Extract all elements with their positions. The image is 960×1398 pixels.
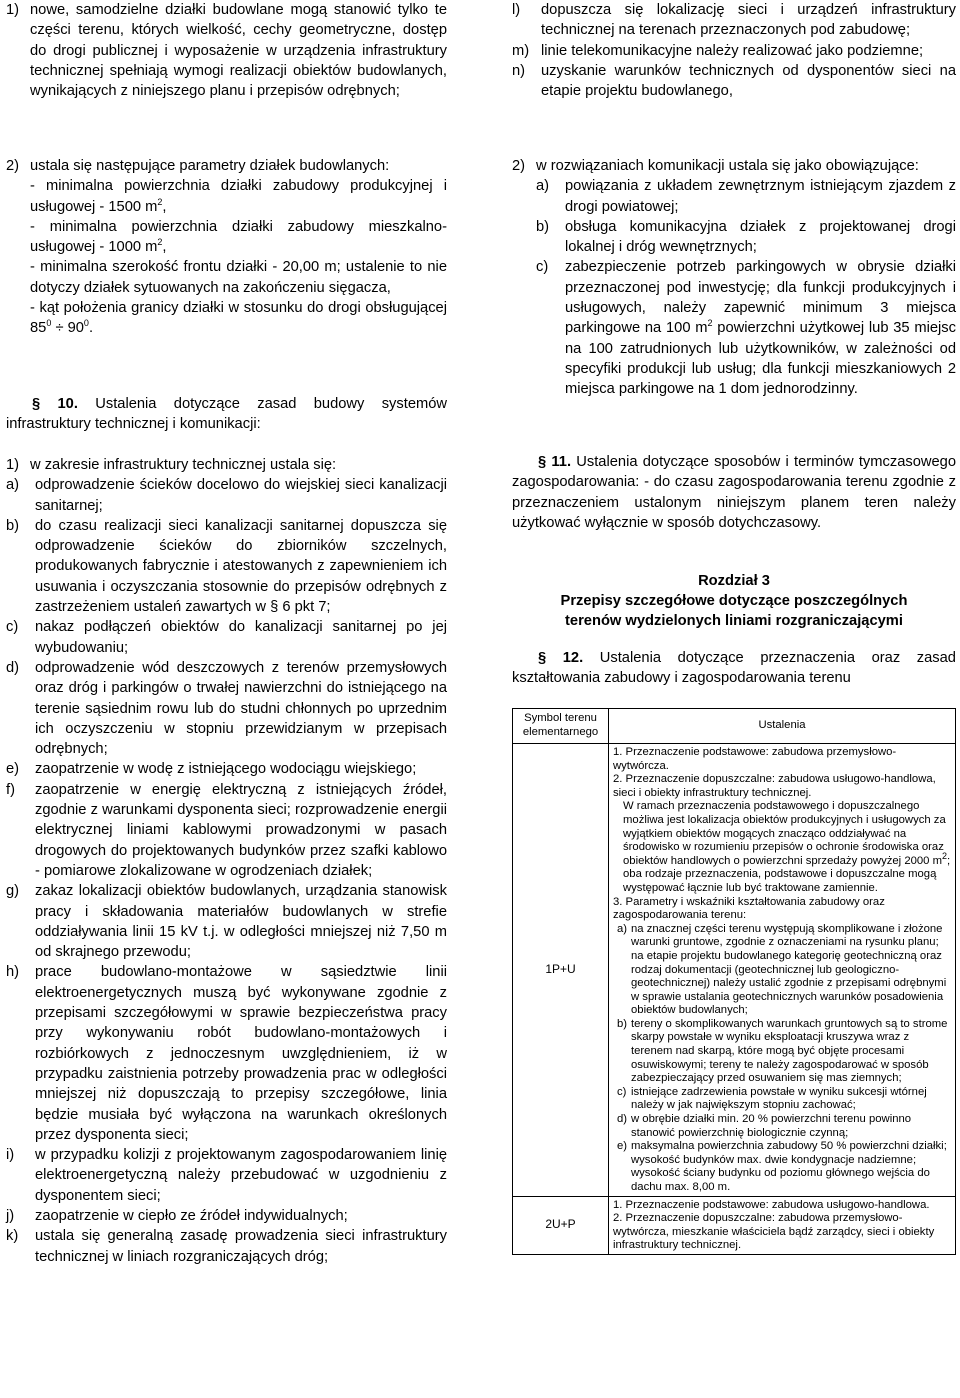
list-item: [6, 1206, 447, 1226]
chapter-title: Przepisy szczegółowe dotyczące poszczególnych: [560, 593, 908, 609]
list-item: c) zabezpieczenie potrzeb parkingowych w obrysie działki przeznaczonej pod inwestycję; dla funkcji produkcyjnych i usługowych, należy zapewnić minimum 3 miejsca parkingowe na 100 $m^2$ powierzchni użytkowej lub 35 miejsc na 100 zatrudnionych lub użytkowników, w zależności od specyfiki produkcji lub usług; dla funkcji mieszkaniowych 2 miejsca parkingowe na 1 dom jednorodzinny.: [536, 259, 956, 398]
list-item-text: odprowadzenie ścieków docelowo do wiejskiej sieci kanalizacji sanitarnej;: [35, 477, 447, 514]
section-11: [512, 452, 956, 533]
infrastructure-list-continued: [512, 0, 956, 101]
column-header-symbol: Symbol terenu elementarnego: [513, 709, 609, 744]
section-number: 11.: [551, 454, 572, 470]
paragraph-1: [6, 0, 447, 101]
list-item-text: zaopatrzenie w wodę z istniejącego wodociągu wiejskiego;: [35, 761, 417, 778]
list-item: [6, 516, 447, 617]
list-item: [6, 658, 447, 759]
paragraph-text: nowe, samodzielne działki budowlane mogą stanowić tylko te części terenu, których wielkość, cechy geometryczne, dostęp do drogi publicznej i wyposażenie w urządzenia infrastruktury technicznej spełniają wymogi realizacji obiektów budowlanych, wynikających z niniejszego planu i przepisów odrębnych;: [30, 2, 447, 100]
list-item: [536, 176, 956, 217]
paragraph-text: w rozwiązaniach komunikacji ustala się jako obowiązujące:: [536, 158, 919, 174]
section-number: 12.: [562, 650, 584, 666]
list-item-text: zaopatrzenie w ciepło ze źródeł indywidualnych;: [35, 1207, 348, 1224]
paragraph-number: 1): [6, 457, 20, 473]
list-item-letter: m): [512, 42, 530, 59]
list-item-letter: d): [6, 659, 20, 676]
list-item: [617, 1113, 952, 1140]
parameter-item: - minimalna szerokość frontu działki - 20,00 m; ustalenie to nie dotyczy działek sytuowanych na zakończeniu sięgacza,: [30, 259, 447, 296]
chapter-heading: [512, 571, 956, 631]
list-item-text: prace budowlano-montażowe w sąsiedztwie linii elektroenergetycznych muszą być wykonywane zgodnie z przepisami szczegółowymi w sprawie bezpieczeństwa pracy przy wykonywaniu robót budowlano-montażowych i rozbiórkowych z jednoczesnym uwzględnieniem, iż w przypadku zaistnienia potrzeby prowadzenia prac w odległości mniejszej niż dopuszczają to przepisy szczegółowe, linia będzie musiała być wyłączona na warunkach określonych przez dysponenta sieci;: [35, 964, 447, 1143]
list-item-text: na znacznej części terenu występują skomplikowane i złożone warunki gruntowe, zgodnie z oznaczeniami na rysunku planu; na etapie projektu budowlanego kategorię geotechniczną oraz rodzaj dokumentacji (geotechnicznej lub geologiczno-geotechnicznej) należy ustalić zgodnie z przepisami odrębnymi w sprawie ustalania geotechnicznych warunków posadowienia obiektów budowlanych;: [631, 922, 947, 1017]
list-item-text: istniejące zadrzewienia powstałe w wyniku sukcesji wtórnej należy w jak największym stopniu zachować;: [631, 1085, 927, 1112]
list-item-text: powiązania z układem zewnętrznym istniejącym zjazdem z drogi powiatowej;: [565, 178, 956, 215]
list-item-text: zaopatrzenie w energię elektryczną z istniejących źródeł, zgodnie z warunkami dysponenta sieci; rozprowadzenie energii elektrycznej liniami kablowymi prowadzonymi w pasach drogowych do projektowanych budynków przez szafki kablowo - pomiarowe zlokalizowane w ogrodzeniach działek;: [35, 781, 447, 879]
chapter-number: Rozdział 3: [698, 573, 770, 589]
section-heading: Ustalenia dotyczące sposobów i terminów tymczasowego zagospodarowania: - do czasu zagospodarowania terenu zgodnie z przeznaczeniem ustalonym niniejszym planem teren należy użytkować wyłącznie w sposób dotychczasowy.: [512, 454, 956, 531]
paragraph-2: [6, 156, 447, 339]
list-item-letter: b): [617, 1017, 628, 1030]
list-item-letter: j): [6, 1207, 15, 1224]
list-item: [617, 1086, 952, 1113]
list-item-letter: a): [617, 922, 628, 935]
list-item-text: w przypadku kolizji z projektowanym zagospodarowaniem linię elektroenergetyczną należy przebudować w uzgodnieniu z dysponentem sieci;: [35, 1147, 447, 1204]
list-item-text: nakaz podłączeń obiektów do kanalizacji sanitarnej po jej wybudowaniu;: [35, 619, 447, 656]
paragraph-number: 2): [512, 158, 526, 174]
parameter-item: - kąt położenia granicy działki w stosunku do drogi obsługującej $85^0 \div 90^0$.: [30, 300, 447, 337]
list-item-letter: a): [6, 477, 20, 494]
list-item: [617, 923, 952, 1018]
paragraph-text: w zakresie infrastruktury technicznej ustala się:: [30, 457, 337, 473]
list-item-letter: i): [6, 1147, 15, 1164]
list-item: [536, 217, 956, 258]
table-row: [513, 744, 956, 1197]
list-item: [6, 1226, 447, 1267]
list-item: [512, 0, 956, 41]
zone-symbol: 2U+P: [513, 1196, 609, 1254]
list-item-letter: e): [617, 1140, 628, 1153]
list-item: [6, 780, 447, 881]
list-item: [6, 1145, 447, 1206]
section-heading: Ustalenia dotyczące zasad budowy systemów infrastruktury technicznej i komunikacji:: [6, 396, 447, 433]
list-item: [6, 475, 447, 516]
table-header-row: [513, 709, 956, 744]
section-sign: §: [538, 454, 547, 470]
section-heading: Ustalenia dotyczące przeznaczenia oraz zasad kształtowania zabudowy i zagospodarowania terenu: [512, 650, 956, 687]
zone-rules: 1. Przeznaczenie podstawowe: zabudowa usługowo-handlowa. 2. Przeznaczenie dopuszczalne: zabudowa przemysłowo-wytwórcza, mieszkanie właściciela bądź zarządcy, sieci i obiekty infrastruktury technicznej.: [609, 1196, 956, 1254]
paragraph-text: ustala się następujące parametry działek budowlanych:: [30, 158, 390, 174]
list-item-letter: h): [6, 964, 20, 981]
list-item-text: linie telekomunikacyjne należy realizować jako podziemne;: [541, 42, 924, 59]
list-item-text: do czasu realizacji sieci kanalizacji sanitarnej dopuszcza się odprowadzenie ścieków do zbiorników szczelnych, produkowanych fabrycznie i atestowanych z zapewnieniem ich usuwania i oczyszczania stosownie do przepisów odrębnych z zastrzeżeniem ustaleń zawartych w § 6 pkt 7;: [35, 517, 447, 616]
list-item-letter: g): [6, 883, 20, 900]
list-item-letter: b): [536, 218, 550, 235]
list-item-text: dopuszcza się lokalizację sieci i urządzeń infrastruktury technicznej na terenach przeznaczonych pod zabudowę;: [541, 2, 956, 39]
section-10: [6, 394, 447, 435]
chapter-title: terenów wydzielonych liniami rozgraniczającymi: [565, 613, 903, 629]
column-header-ustalenia: Ustalenia: [609, 709, 956, 744]
list-item-letter: l): [512, 2, 521, 18]
list-item: [512, 41, 956, 61]
zone-symbol: 1P+U: [513, 744, 609, 1197]
list-item-letter: c): [617, 1085, 627, 1098]
list-item: [512, 61, 956, 102]
list-item-text: zakaz lokalizacji obiektów budowlanych, urządzania stanowisk pracy i składowania materiałów budowlanych w strefie oddziaływania linii 15 kV t.j. w odległości mniejszej niż 7,50 m od skrajnego przewodu;: [35, 883, 447, 961]
zone-rules: 1. Przeznaczenie podstawowe: zabudowa przemysłowo-wytwórcza. 2. Przeznaczenie dopuszczalne: zabudowa usługowo-handlowa, sieci i obiekty infrastruktury technicznej. W ramach przeznaczenia podstawowego i dopuszczalnego możliwa jest lokalizacja obiektów produkcyjnych i usługowych za wyjątkiem obiektów mogących znacząco oddziaływać na środowisko w rozumieniu przepisów o ochronie środowiska oraz obiektów handlowych o powierzchni sprzedaży powyżej 2000 $m^2$; oba rodzaje przeznaczenia, podstawowe i dopuszczalne mogą występować łącznie lub być traktowane zamiennie. 3. Parametry i wskaźniki kształtowania zabudowy oraz zagospodarowania terenu: a) na znacznej części terenu występują skomplikowane i złożone warunki gruntowe, zgodnie z oznaczeniami na rysunku planu; na etapie projektu budowlanego kategorię geotechniczną oraz rodzaj dokumentacji (geotechnicznej lub geologiczno-geotechnicznej) należy ustalić zgodnie z przepisami odrębnymi w sprawie ustalania geotechnicznych warunków posadowienia obiektów budowlanych; b) tereny o skomplikowanych warunkach gruntowych są to strome skarpy powstałe w wyniku eksploatacji kruszywa wraz z terenem nad skarpą, które mogą być objęte procesami osuwiskowymi; tereny te należy zagospodarować w sposób zabezpieczający przed osuwaniem się mas ziemnych; c) istniejące zadrzewienia powstałe w wyniku sukcesji wtórnej należy w jak największym stopniu zachować; d) w obrębie działki min. 20 % powierzchni terenu powinno stanowić powierzchnię biologicznie czynną; e) maksymalna powierzchnia zabudowy 50 % powierzchni działki; wysokość budynków max. dwie kondygnacje nadziemne; wysokość ściany budynku od poziomu głównego wejścia do dachu max. 8,00 m.: [609, 744, 956, 1197]
list-item-text: obsługa komunikacyjna działek z projektowanej drogi lokalnej i dróg wewnętrznych;: [565, 218, 956, 256]
list-item-letter: a): [536, 178, 550, 195]
list-item-text: ustala się generalną zasadę prowadzenia sieci infrastruktury technicznej w liniach rozgraniczających dróg;: [35, 1228, 447, 1265]
list-item: [6, 962, 447, 1145]
list-item-text: maksymalna powierzchnia zabudowy 50 % powierzchni działki;: [631, 1140, 947, 1153]
list-item-letter: c): [6, 619, 19, 636]
list-item-letter: k): [6, 1228, 19, 1245]
table-row: [513, 1196, 956, 1254]
infrastructure-list: [6, 455, 447, 1267]
list-item-letter: e): [6, 761, 20, 778]
list-item-letter: f): [6, 781, 15, 798]
list-item: [617, 1018, 952, 1086]
list-item-text: w obrębie działki min. 20 % powierzchni terenu powinno stanowić powierzchnię biologicznie czynną;: [631, 1113, 912, 1139]
section-12: [512, 648, 956, 689]
zoning-table: [512, 708, 956, 1255]
list-item-letter: b): [6, 517, 20, 534]
list-item-text: tereny o skomplikowanych warunkach gruntowych są to strome skarpy powstałe w wyniku eksploatacji kruszywa wraz z terenem nad skarpą, które mogą być objęte procesami osuwiskowymi; tereny te należy zagospodarować w sposób zabezpieczający przed osuwaniem się mas ziemnych;: [631, 1017, 948, 1085]
list-item-text: uzyskanie warunków technicznych od dysponentów sieci na etapie projektu budowlanego,: [541, 62, 956, 100]
list-item: [6, 759, 447, 779]
list-item: [6, 881, 447, 962]
parameter-item: - minimalna powierzchnia działki zabudowy mieszkalno-usługowej - 1000 $m^2$,: [30, 218, 447, 256]
list-item-text: odprowadzenie wód deszczowych z terenów przemysłowych oraz dróg i parkingów o trwałej nawierzchni do istniejącego na terenie sąsiednim rowu lub do studni chłonnych po uprzednim ich oczyszczeniu w stopniu przewidzianym w przepisach odrębnych;: [35, 659, 447, 758]
transport-paragraph: [512, 156, 956, 400]
list-item: [617, 1140, 952, 1154]
paragraph-number: 2): [6, 158, 20, 174]
section-sign: §: [538, 650, 547, 666]
section-sign: §: [32, 396, 41, 412]
list-item-letter: d): [617, 1113, 628, 1126]
paragraph-number: 1): [6, 2, 20, 18]
parameter-item: - minimalna powierzchnia działki zabudowy produkcyjnej i usługowej - 1500 $m^2$,: [30, 178, 447, 215]
section-number: 10.: [57, 396, 78, 412]
list-item-letter: n): [512, 62, 526, 79]
list-item: [6, 617, 447, 658]
